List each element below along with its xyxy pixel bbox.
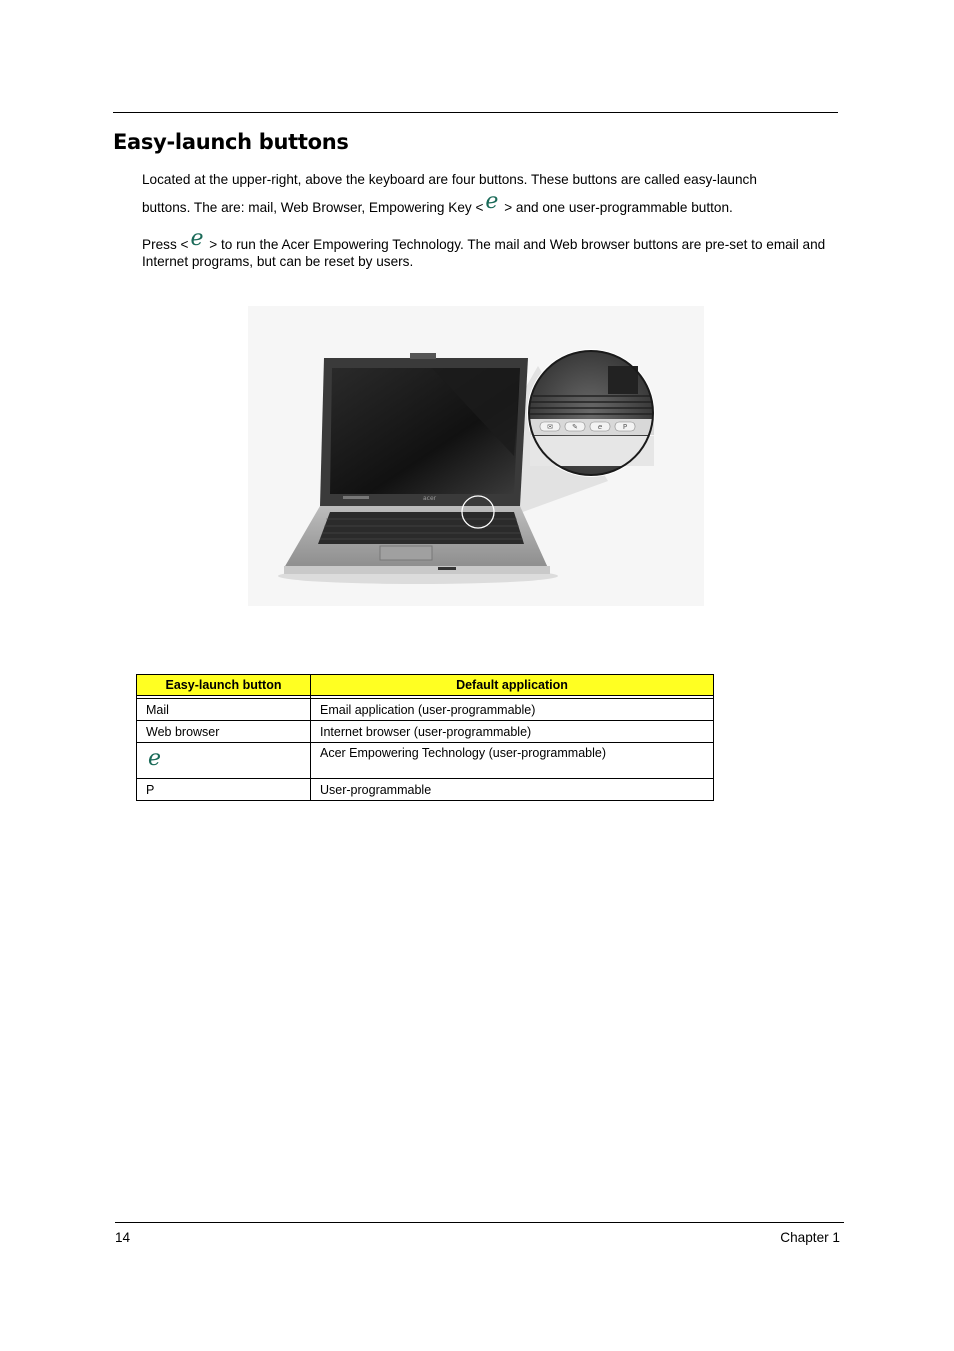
intro-line-1: Located at the upper-right, above the keyboard are four buttons. These buttons are called easy-launch [142, 172, 757, 187]
intro-line-2-end: > and one user-programmable button. [504, 200, 733, 215]
intro-line-2 [142, 189, 842, 216]
p-button-icon: P [622, 423, 628, 431]
laptop-figure [248, 306, 704, 606]
table-cell-application: Email application (user-programmable) [311, 699, 714, 721]
table-header-application: Default application [311, 675, 714, 696]
footer-rule [115, 1222, 844, 1223]
svg-text:acer: acer [423, 495, 437, 502]
empowering-button-icon: e [597, 423, 603, 431]
empowering-key-icon: e [485, 189, 499, 214]
empowering-key-icon: e [190, 226, 204, 251]
table-row [137, 699, 714, 721]
mail-button-icon: ✉ [547, 423, 553, 431]
table-header-row [137, 675, 714, 696]
chapter-label: Chapter 1 [780, 1230, 840, 1245]
table-cell-application: Internet browser (user-programmable) [311, 721, 714, 743]
table-cell-application: User-programmable [311, 779, 714, 801]
table-cell-button [137, 743, 311, 779]
table-row [137, 721, 714, 743]
empowering-key-icon: e [148, 746, 162, 771]
laptop-illustration [248, 306, 704, 606]
intro-line-2-start: buttons. The are: mail, Web Browser, Empowering Key < [142, 200, 484, 215]
press-paragraph [142, 226, 844, 270]
easy-launch-table [136, 674, 714, 801]
header-rule [113, 112, 838, 113]
table-cell-button: Web browser [137, 721, 311, 743]
intro-paragraph [142, 171, 842, 216]
table-row [137, 779, 714, 801]
table-cell-button: Mail [137, 699, 311, 721]
table-cell-button: P [137, 779, 311, 801]
browser-button-icon: ✎ [572, 423, 578, 431]
table-row [137, 743, 714, 779]
table-cell-application: Acer Empowering Technology (user-programmable) [311, 743, 714, 779]
section-heading: Easy-launch buttons [113, 130, 349, 154]
page-number: 14 [115, 1230, 131, 1245]
press-end: > to run the Acer Empowering Technology. The mail and Web browser buttons are pre-set to email and Internet programs, but can be reset by users. [142, 237, 826, 269]
table-header-button: Easy-launch button [137, 675, 311, 696]
press-start: Press < [142, 237, 189, 252]
